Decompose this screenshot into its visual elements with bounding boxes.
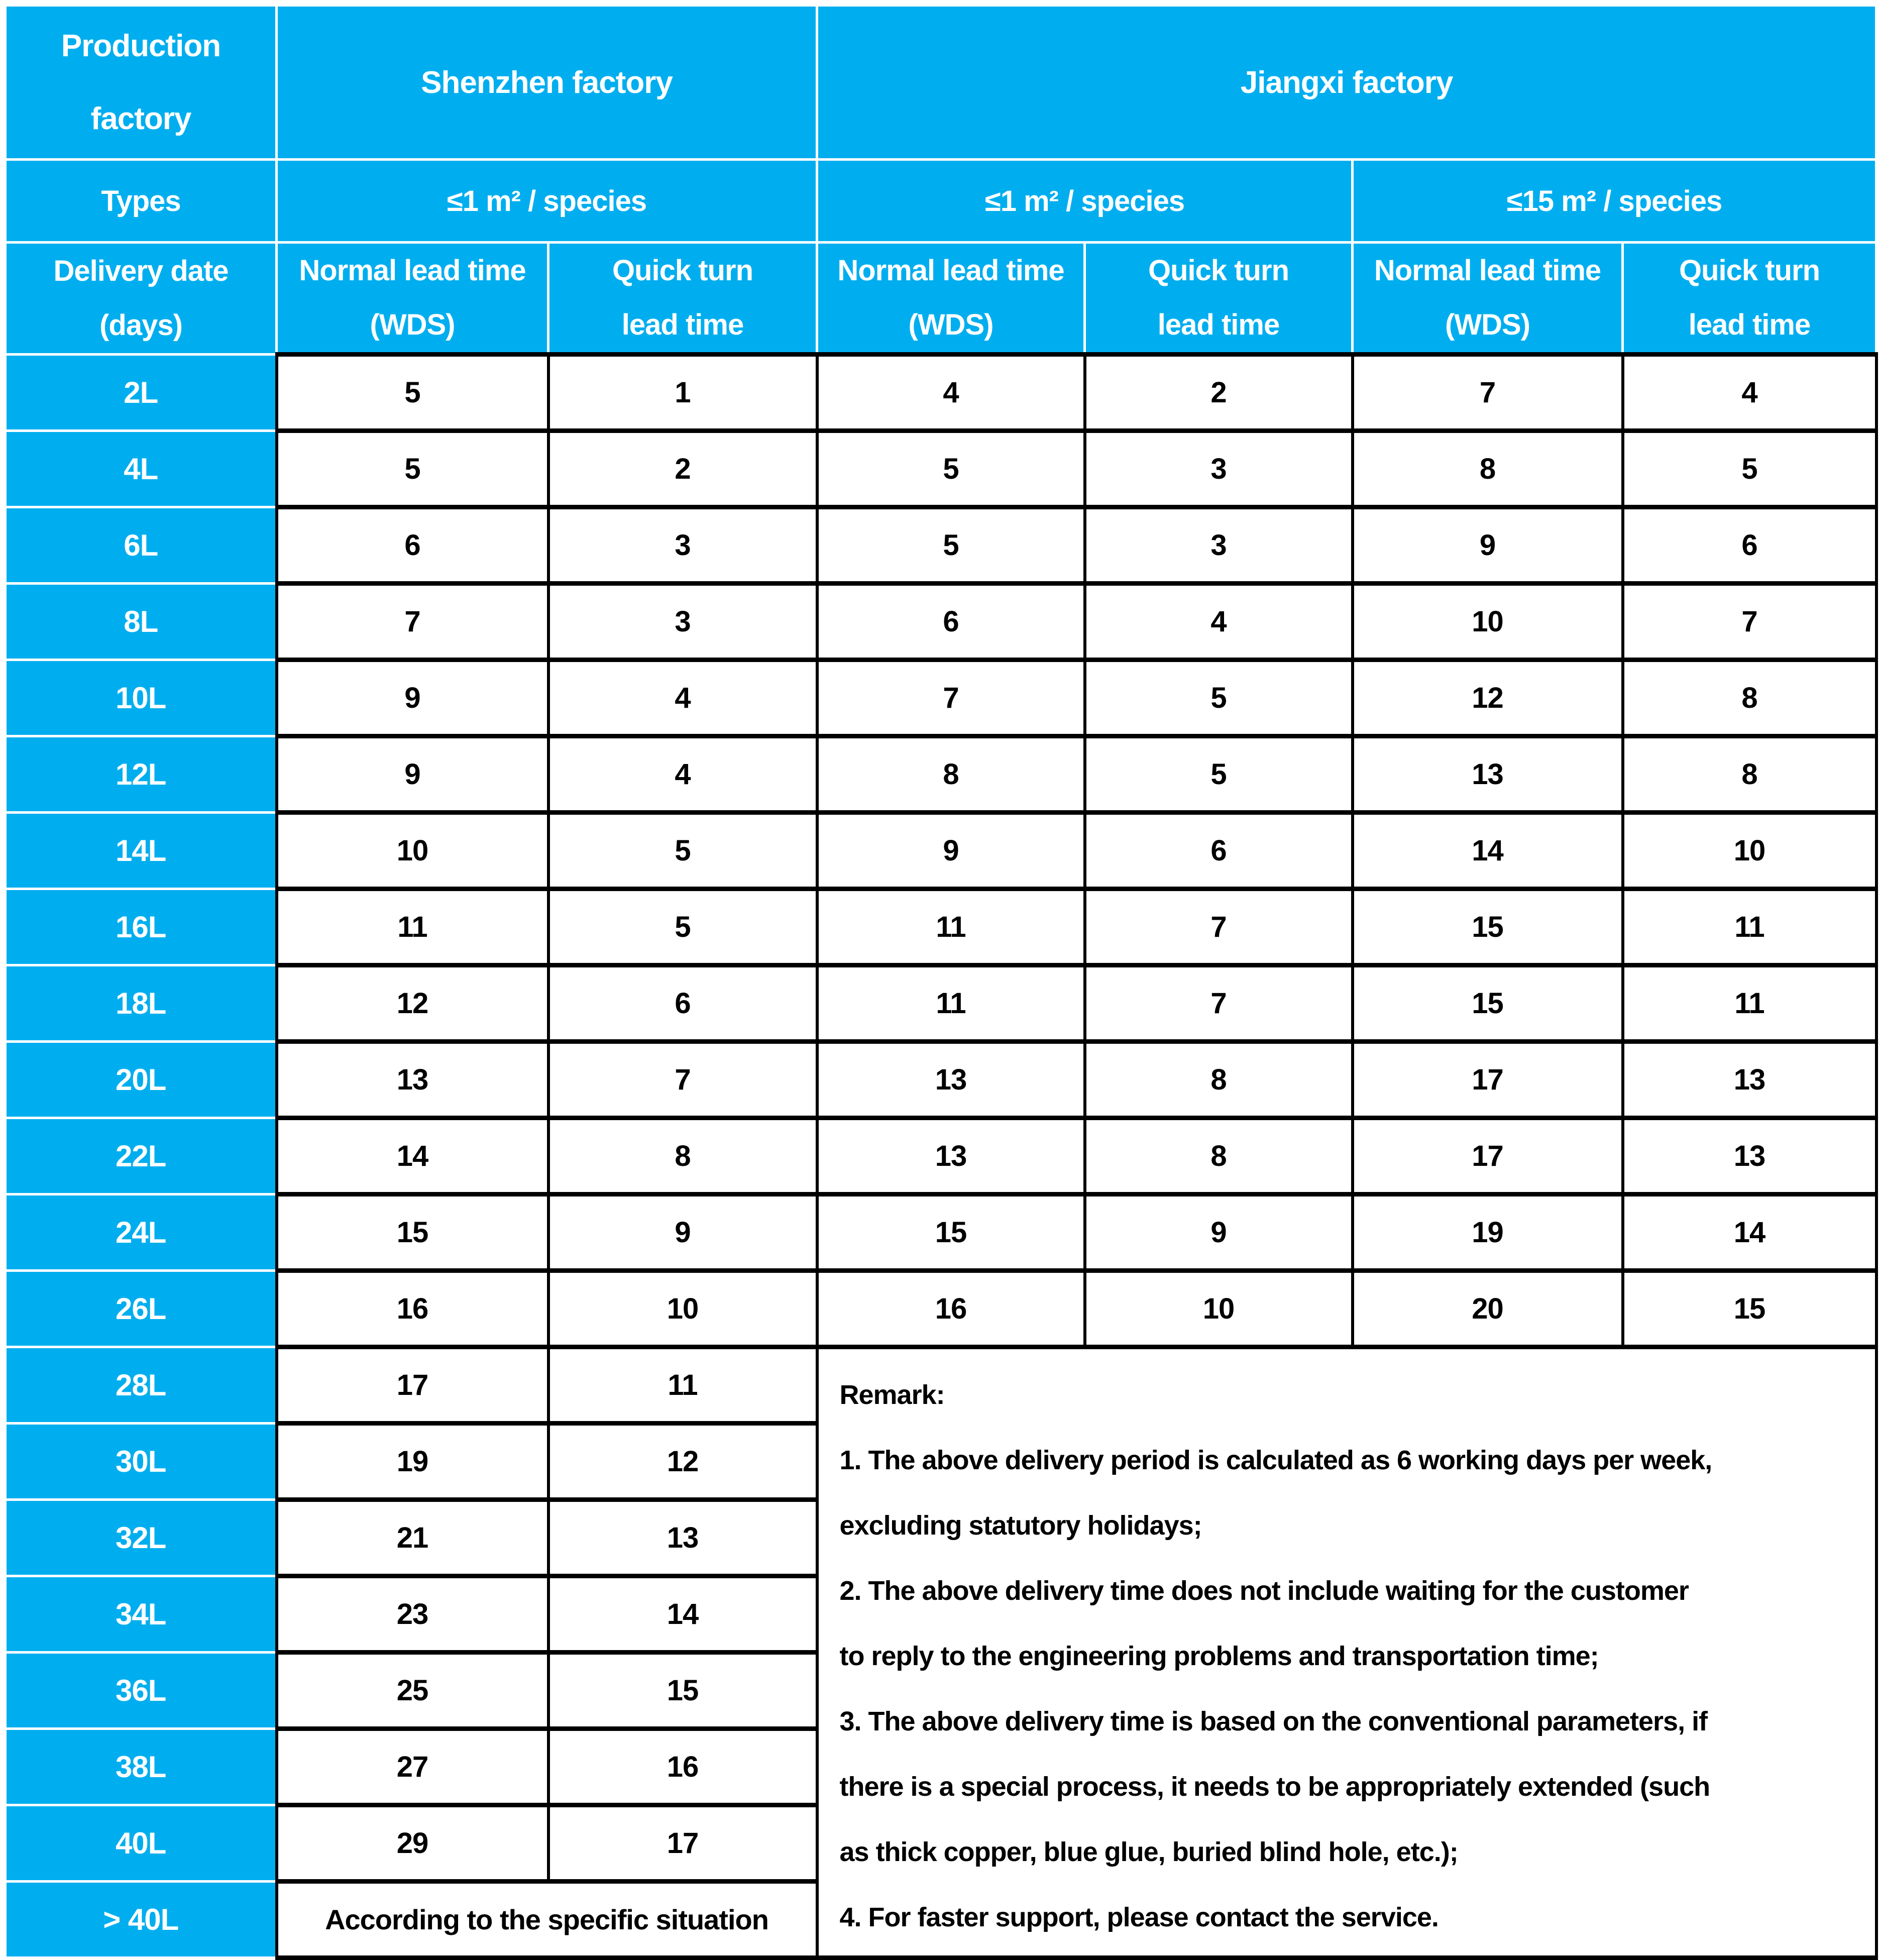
value-cell: 9 [1085, 1194, 1353, 1271]
row-label: 18L [6, 965, 277, 1042]
value-cell: 8 [817, 736, 1085, 813]
value-cell: 5 [817, 431, 1085, 507]
value-cell: 27 [277, 1729, 548, 1805]
value-cell: 7 [1085, 889, 1353, 965]
remark-line: excluding statutory holidays; [839, 1510, 1202, 1541]
value-cell: 4 [1623, 355, 1876, 431]
value-cell: 5 [1623, 431, 1876, 507]
remark-line: Remark: [839, 1380, 945, 1410]
quick-turn-line2: lead time [1688, 308, 1811, 341]
value-cell: 3 [1085, 507, 1353, 584]
value-cell: 2 [548, 431, 817, 507]
value-cell: 15 [1353, 965, 1623, 1042]
table-row-4l [6, 431, 1876, 507]
value-cell: 11 [1623, 889, 1876, 965]
value-cell: 4 [548, 736, 817, 813]
value-cell: 7 [817, 660, 1085, 736]
value-cell: 13 [1353, 736, 1623, 813]
value-cell: 17 [1353, 1042, 1623, 1118]
remark-line: 3. The above delivery time is based on the conventional parameters, if [839, 1706, 1708, 1736]
table-row-14l [6, 813, 1876, 889]
value-cell: 12 [1353, 660, 1623, 736]
row-label: 22L [6, 1118, 277, 1194]
value-cell: 3 [548, 507, 817, 584]
table-row-28l [6, 1347, 1876, 1424]
production-factory-header [6, 6, 277, 160]
row-label: 30L [6, 1424, 277, 1500]
value-cell: 23 [277, 1576, 548, 1653]
normal-lead-line1: Normal lead time [299, 254, 526, 287]
table-row-2l [6, 355, 1876, 431]
normal-lead-line2: (WDS) [1445, 308, 1530, 341]
row-label: 32L [6, 1500, 277, 1576]
row-label: 28L [6, 1347, 277, 1424]
value-cell: 16 [817, 1271, 1085, 1347]
value-cell: 15 [277, 1194, 548, 1271]
jx15-quick-turn-header [1623, 243, 1876, 355]
type-shenzhen: ≤1 m² / species [277, 160, 817, 243]
value-cell: 12 [548, 1424, 817, 1500]
value-cell: 11 [548, 1347, 817, 1424]
jx15-normal-lead-header [1353, 243, 1623, 355]
value-cell: 6 [1085, 813, 1353, 889]
value-cell: 7 [1353, 355, 1623, 431]
value-cell: 10 [1623, 813, 1876, 889]
row-label: 38L [6, 1729, 277, 1805]
value-cell: 7 [548, 1042, 817, 1118]
table-row-24l [6, 1194, 1876, 1271]
normal-lead-line2: (WDS) [908, 308, 993, 341]
sz-quick-turn-header [548, 243, 817, 355]
remark-line: 2. The above delivery time does not include waiting for the customer [839, 1576, 1689, 1606]
value-cell: 5 [817, 507, 1085, 584]
row-label: 2L [6, 355, 277, 431]
table-row-10l [6, 660, 1876, 736]
value-cell: 4 [1085, 584, 1353, 660]
types-label: Types [6, 160, 277, 243]
value-cell: 5 [548, 813, 817, 889]
value-cell: 16 [548, 1729, 817, 1805]
value-cell: 13 [548, 1500, 817, 1576]
table-row-12l [6, 736, 1876, 813]
table-row-6l [6, 507, 1876, 584]
row-label: 20L [6, 1042, 277, 1118]
remark-line: to reply to the engineering problems and transportation time; [839, 1641, 1599, 1671]
row-label: 36L [6, 1653, 277, 1729]
row-label: > 40L [6, 1882, 277, 1958]
production-factory-line1: Production [61, 29, 221, 63]
remark-line: as thick copper, blue glue, buried blind hole, etc.); [839, 1837, 1458, 1867]
value-cell: 8 [1085, 1042, 1353, 1118]
shenzhen-factory-header: Shenzhen factory [277, 6, 817, 160]
jx1-normal-lead-header [817, 243, 1085, 355]
value-cell: 25 [277, 1653, 548, 1729]
value-cell: 14 [1623, 1194, 1876, 1271]
jx1-quick-turn-header [1085, 243, 1353, 355]
value-cell: 15 [817, 1194, 1085, 1271]
remark-line: 1. The above delivery period is calculated as 6 working days per week, [839, 1445, 1712, 1475]
value-cell: 3 [548, 584, 817, 660]
value-cell: 19 [1353, 1194, 1623, 1271]
value-cell: 14 [1353, 813, 1623, 889]
value-cell: 7 [277, 584, 548, 660]
table-row-16l [6, 889, 1876, 965]
remark-line: there is a special process, it needs to be appropriately extended (such [839, 1772, 1710, 1802]
quick-turn-line2: lead time [1157, 308, 1280, 341]
row-label: 16L [6, 889, 277, 965]
row-label: 40L [6, 1805, 277, 1882]
value-cell: 11 [1623, 965, 1876, 1042]
table-row-18l [6, 965, 1876, 1042]
header-row-factories [6, 6, 1876, 160]
value-cell: 16 [277, 1271, 548, 1347]
value-cell: 6 [548, 965, 817, 1042]
value-cell: 5 [548, 889, 817, 965]
header-row-columns [6, 243, 1876, 355]
value-cell: 7 [1085, 965, 1353, 1042]
type-jiangxi-small: ≤1 m² / species [817, 160, 1353, 243]
value-cell: 5 [1085, 660, 1353, 736]
value-cell: 20 [1353, 1271, 1623, 1347]
row-label: 34L [6, 1576, 277, 1653]
row-label: 24L [6, 1194, 277, 1271]
value-cell: 10 [277, 813, 548, 889]
value-cell: 5 [1085, 736, 1353, 813]
value-cell: 11 [817, 965, 1085, 1042]
type-jiangxi-large: ≤15 m² / species [1353, 160, 1876, 243]
value-cell: 19 [277, 1424, 548, 1500]
lead-time-table [4, 4, 1878, 1960]
value-cell: 3 [1085, 431, 1353, 507]
value-cell: 17 [548, 1805, 817, 1882]
row-label: 4L [6, 431, 277, 507]
value-cell: 10 [1085, 1271, 1353, 1347]
value-cell: 10 [1353, 584, 1623, 660]
table-row-20l [6, 1042, 1876, 1118]
value-cell: 9 [1353, 507, 1623, 584]
quick-turn-line1: Quick turn [1679, 254, 1820, 287]
quick-turn-line1: Quick turn [612, 254, 753, 287]
value-cell: 17 [1353, 1118, 1623, 1194]
delivery-date-header [6, 243, 277, 355]
jiangxi-factory-header: Jiangxi factory [817, 6, 1876, 160]
value-cell: 5 [277, 355, 548, 431]
value-cell: 14 [277, 1118, 548, 1194]
value-cell: 10 [548, 1271, 817, 1347]
specific-situation-cell: According to the specific situation [277, 1882, 817, 1958]
value-cell: 14 [548, 1576, 817, 1653]
value-cell: 8 [1623, 660, 1876, 736]
value-cell: 11 [817, 889, 1085, 965]
value-cell: 12 [277, 965, 548, 1042]
value-cell: 6 [817, 584, 1085, 660]
remark-cell [817, 1347, 1876, 1958]
normal-lead-line1: Normal lead time [837, 254, 1064, 287]
delivery-date-line2: (days) [99, 309, 182, 342]
value-cell: 2 [1085, 355, 1353, 431]
value-cell: 9 [277, 660, 548, 736]
value-cell: 9 [548, 1194, 817, 1271]
value-cell: 4 [548, 660, 817, 736]
table-row-8l [6, 584, 1876, 660]
value-cell: 6 [1623, 507, 1876, 584]
value-cell: 13 [1623, 1118, 1876, 1194]
value-cell: 4 [817, 355, 1085, 431]
value-cell: 5 [277, 431, 548, 507]
delivery-date-line1: Delivery date [53, 255, 229, 287]
row-label: 14L [6, 813, 277, 889]
value-cell: 15 [1623, 1271, 1876, 1347]
row-label: 6L [6, 507, 277, 584]
value-cell: 7 [1623, 584, 1876, 660]
row-label: 10L [6, 660, 277, 736]
quick-turn-line1: Quick turn [1148, 254, 1289, 287]
normal-lead-line2: (WDS) [370, 308, 455, 341]
remark-line: 4. For faster support, please contact the service. [839, 1902, 1439, 1932]
value-cell: 9 [817, 813, 1085, 889]
quick-turn-line2: lead time [621, 308, 744, 341]
value-cell: 15 [1353, 889, 1623, 965]
row-label: 12L [6, 736, 277, 813]
value-cell: 13 [817, 1042, 1085, 1118]
value-cell: 13 [1623, 1042, 1876, 1118]
value-cell: 17 [277, 1347, 548, 1424]
value-cell: 21 [277, 1500, 548, 1576]
header-row-types [6, 160, 1876, 243]
sz-normal-lead-header [277, 243, 548, 355]
value-cell: 8 [1353, 431, 1623, 507]
normal-lead-line1: Normal lead time [1374, 254, 1601, 287]
table-row-26l [6, 1271, 1876, 1347]
value-cell: 13 [817, 1118, 1085, 1194]
value-cell: 8 [1085, 1118, 1353, 1194]
row-label: 26L [6, 1271, 277, 1347]
table-row-22l [6, 1118, 1876, 1194]
row-label: 8L [6, 584, 277, 660]
production-factory-line2: factory [90, 101, 191, 136]
value-cell: 1 [548, 355, 817, 431]
value-cell: 6 [277, 507, 548, 584]
value-cell: 13 [277, 1042, 548, 1118]
value-cell: 8 [548, 1118, 817, 1194]
value-cell: 29 [277, 1805, 548, 1882]
value-cell: 8 [1623, 736, 1876, 813]
value-cell: 11 [277, 889, 548, 965]
value-cell: 15 [548, 1653, 817, 1729]
value-cell: 9 [277, 736, 548, 813]
